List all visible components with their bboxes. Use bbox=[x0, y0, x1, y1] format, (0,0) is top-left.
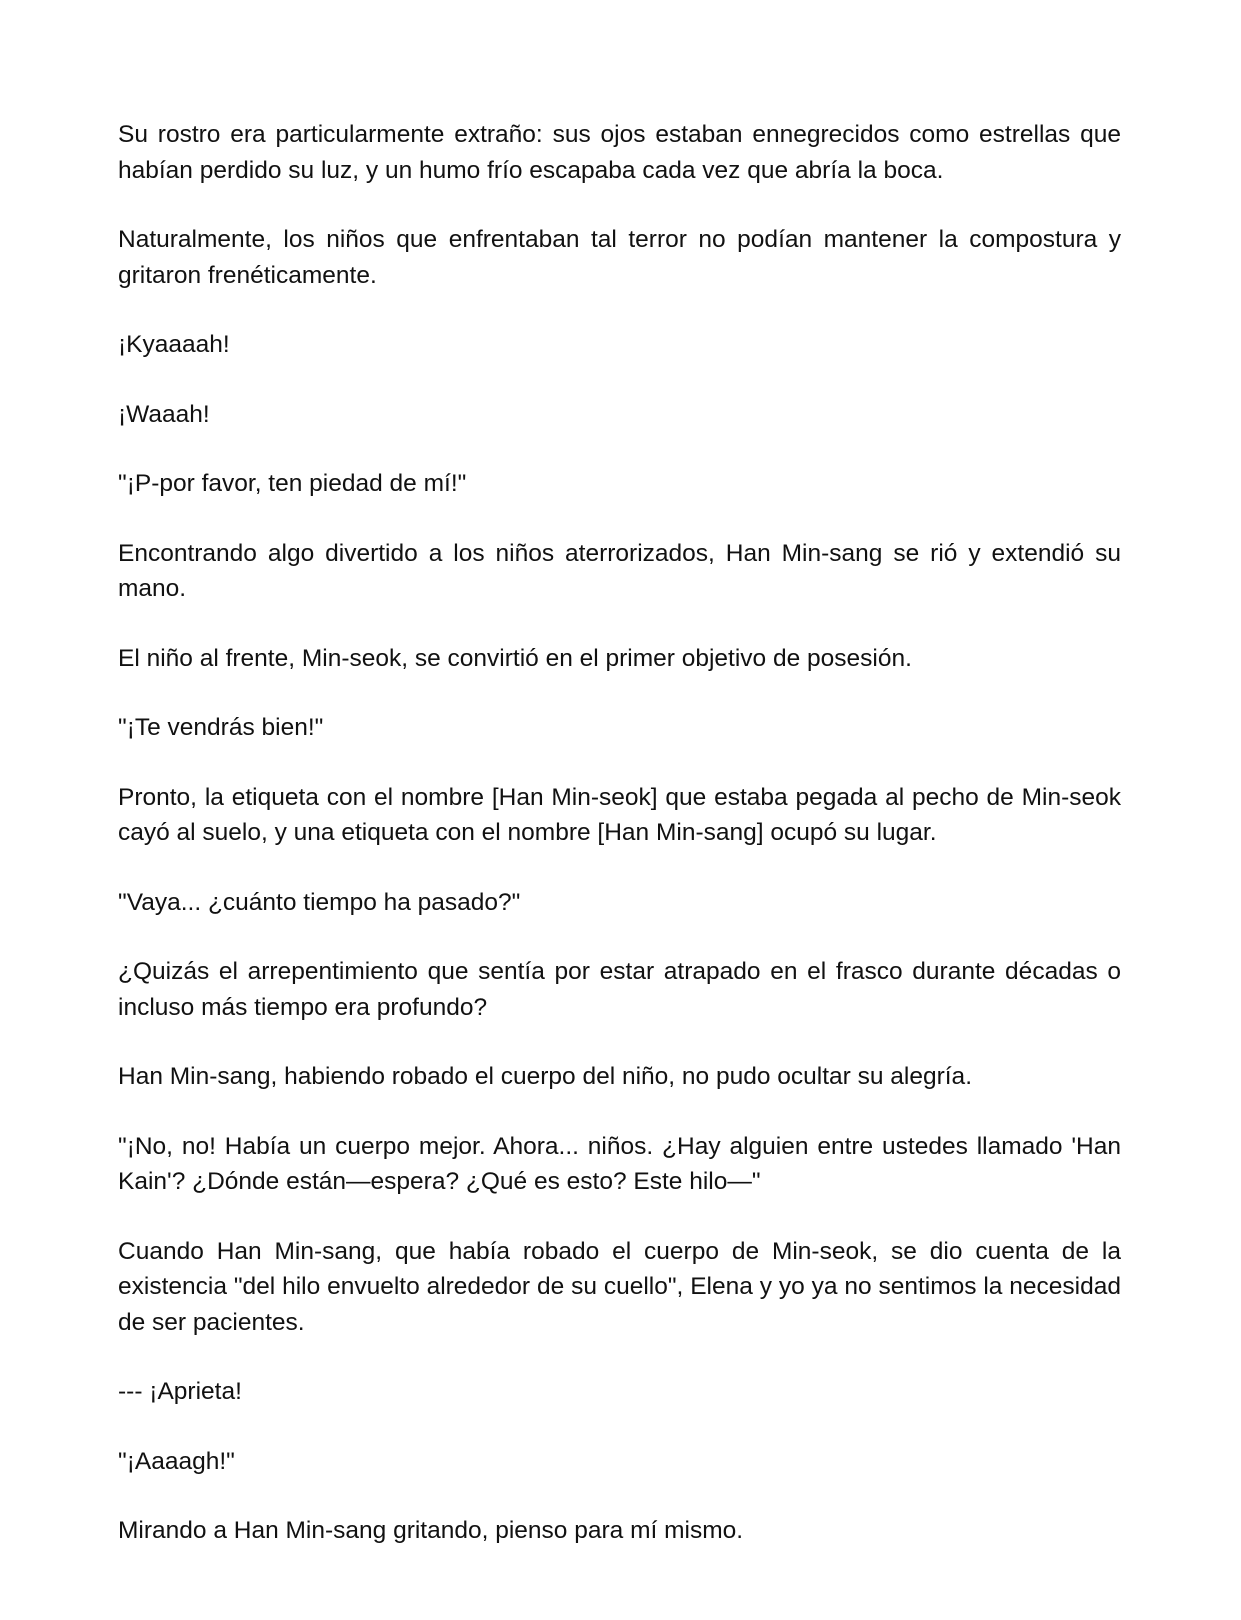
document-page bbox=[118, 117, 1121, 1583]
paragraph: Naturalmente, los niños que enfrentaban tal terror no podían mantener la compostura y gritaron frenéticamente. bbox=[118, 226, 1121, 289]
paragraph: ¡Kyaaaah! bbox=[118, 331, 230, 358]
paragraph: "Vaya... ¿cuánto tiempo ha pasado?" bbox=[118, 888, 521, 916]
paragraph: "¡Aaaagh!" bbox=[118, 1447, 235, 1475]
paragraph: --- ¡Aprieta! bbox=[118, 1378, 242, 1405]
paragraph: Han Min-sang, habiendo robado el cuerpo del niño, no pudo ocultar su alegría. bbox=[118, 1063, 972, 1090]
paragraph: Mirando a Han Min-sang gritando, pienso para mí mismo. bbox=[118, 1517, 744, 1544]
paragraph: "¡Te vendrás bien!" bbox=[118, 714, 324, 741]
paragraph: "¡P-por favor, ten piedad de mí!" bbox=[118, 470, 467, 497]
paragraph: Su rostro era particularmente extraño: sus ojos estaban ennegrecidos como estrellas que habían perdido su luz, y un humo frío escapaba cada vez que abría la boca. bbox=[118, 121, 1121, 184]
paragraph: Pronto, la etiqueta con el nombre [Han Min-seok] que estaba pegada al pecho de Min-seok cayó al suelo, y una etiqueta con el nombre [Han Min-sang] ocupó su lugar. bbox=[118, 783, 1121, 846]
paragraph: Cuando Han Min-sang, que había robado el cuerpo de Min-seok, se dio cuenta de la existencia "del hilo envuelto alrededor de su cuello", Elena y yo ya no sentimos la necesidad de ser pacientes. bbox=[118, 1237, 1121, 1336]
paragraph: ¡Waaah! bbox=[118, 400, 210, 428]
paragraph: ¿Quizás el arrepentimiento que sentía por estar atrapado en el frasco durante décadas o incluso más tiempo era profundo? bbox=[118, 958, 1121, 1021]
paragraph: "¡No, no! Había un cuerpo mejor. Ahora... niños. ¿Hay alguien entre ustedes llamado 'Han Kain'? ¿Dónde están—espera? ¿Qué es esto? Este hilo—" bbox=[118, 1132, 1121, 1195]
paragraph: El niño al frente, Min-seok, se convirtió en el primer objetivo de posesión. bbox=[118, 644, 912, 672]
paragraph: Encontrando algo divertido a los niños aterrorizados, Han Min-sang se rió y extendió su mano. bbox=[118, 539, 1121, 602]
